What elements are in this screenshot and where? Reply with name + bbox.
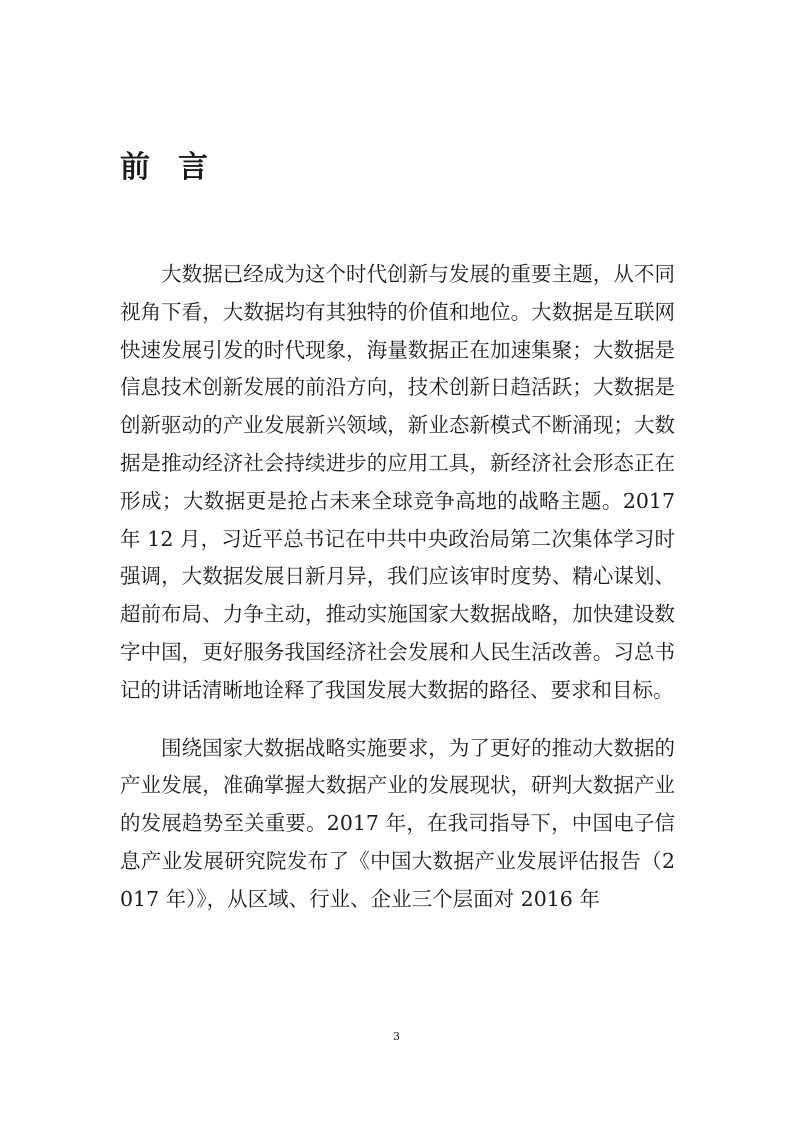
body-text	[120, 256, 675, 919]
paragraph-1: 大数据已经成为这个时代创新与发展的重要主题，从不同视角下看，大数据均有其独特的价值和地位。大数据是互联网快速发展引发的时代现象，海量数据正在加速集聚；大数据是信息技术创新发展的前沿方向，技术创新日趋活跃；大数据是创新驱动的产业发展新兴领域，新业态新模式不断涌现；大数据是推动经济社会持续进步的应用工具，新经济社会形态正在形成；大数据更是抢占未来全球竞争高地的战略主题。2017 年 12 月，习近平总书记在中共中央政治局第二次集体学习时强调，大数据发展日新月异，我们应该审时度势、精心谋划、超前布局、力争主动，推动实施国家大数据战略，加快建设数字中国，更好服务我国经济社会发展和人民生活改善。习总书记的讲话清晰地诠释了我国发展大数据的路径、要求和目标。	[120, 262, 675, 702]
page-number: 3	[393, 1030, 400, 1043]
page-title: 前言	[120, 150, 236, 185]
paragraph-2: 围绕国家大数据战略实施要求，为了更好的推动大数据的产业发展，准确掌握大数据产业的发展现状，研判大数据产业的发展趋势至关重要。2017 年，在我司指导下，中国电子信息产业发展研究院发布了《中国大数据产业发展评估报告（2017 年）》，从区域、行业、企业三个层面对 2016 年	[120, 735, 675, 911]
